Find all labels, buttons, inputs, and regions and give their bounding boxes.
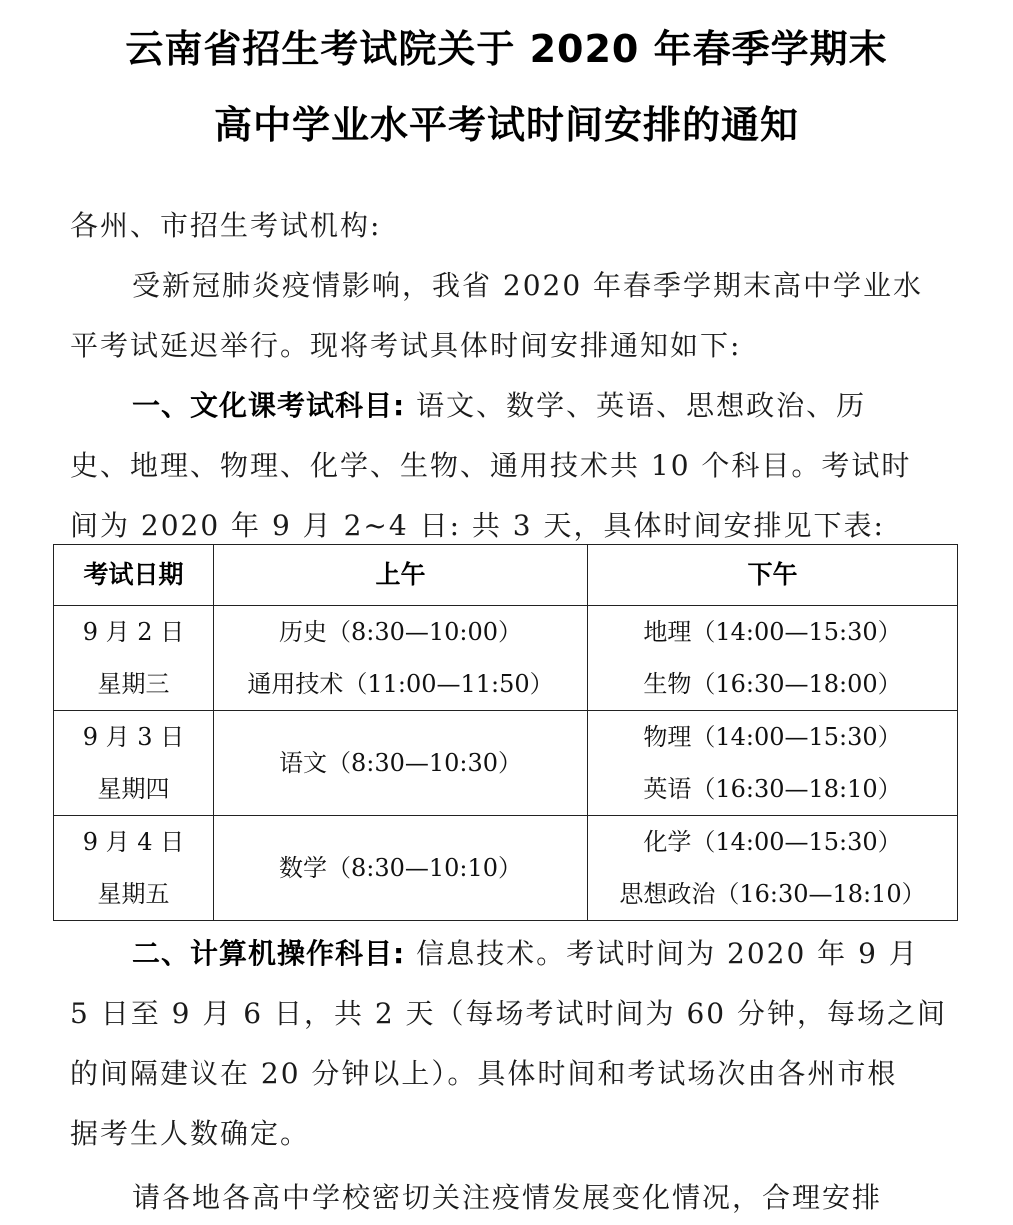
section1-line-3: 间为 2020 年 9 月 2~4 日: 共 3 天，具体时间安排见下表:	[70, 509, 885, 542]
salutation: 各州、市招生考试机构:	[70, 209, 382, 242]
exam-schedule-table	[53, 544, 958, 921]
morning-cell	[214, 816, 588, 921]
afternoon-exam: 地理（14:00—15:30）	[643, 618, 902, 646]
section1-subjects: 语文、数学、英语、思想政治、历	[405, 389, 867, 422]
morning-cell	[214, 606, 588, 711]
date-cell	[54, 606, 214, 711]
morning-exam: 历史（8:30—10:00）	[278, 618, 523, 646]
afternoon-cell	[588, 606, 958, 711]
section1-line-1	[132, 386, 945, 426]
table-row	[54, 711, 958, 816]
exam-date: 9 月 2 日	[82, 618, 185, 646]
morning-exam: 语文（8:30—10:30）	[278, 749, 523, 777]
section2-line-3: 的间隔建议在 20 分钟以上）。具体时间和考试场次由各州市根	[70, 1057, 898, 1090]
section2-line-4: 据考生人数确定。	[70, 1117, 311, 1150]
exam-date: 9 月 4 日	[82, 828, 185, 856]
section2-line-2: 5 日至 9 月 6 日，共 2 天（每场考试时间为 60 分钟，每场之间	[70, 997, 947, 1030]
afternoon-cell	[588, 711, 958, 816]
date-cell	[54, 816, 214, 921]
afternoon-cell	[588, 816, 958, 921]
header-morning: 上午	[214, 545, 588, 606]
section1-line-2: 史、地理、物理、化学、生物、通用技术共 10 个科目。考试时	[70, 449, 912, 482]
header-date: 考试日期	[54, 545, 214, 606]
table-header-row	[54, 545, 958, 606]
date-cell	[54, 711, 214, 816]
section1-heading: 一、文化课考试科目:	[132, 389, 406, 422]
afternoon-exam: 化学（14:00—15:30）	[643, 828, 902, 856]
exam-weekday: 星期五	[97, 880, 170, 908]
afternoon-exam: 生物（16:30—18:00）	[643, 670, 902, 698]
morning-exam: 通用技术（11:00—11:50）	[247, 670, 554, 698]
exam-weekday: 星期三	[97, 670, 170, 698]
table-row	[54, 816, 958, 921]
section2-line-1	[132, 934, 945, 974]
table-row	[54, 606, 958, 711]
document-title-line2: 高中学业水平考试时间安排的通知	[213, 103, 799, 147]
afternoon-exam: 思想政治（16:30—18:10）	[619, 880, 926, 908]
intro-line-1: 受新冠肺炎疫情影响，我省 2020 年春季学期末高中学业水	[132, 269, 924, 302]
section2-subject: 信息技术。考试时间为 2020 年 9 月	[405, 937, 919, 970]
exam-weekday: 星期四	[97, 775, 170, 803]
closing-line-1: 请各地各高中学校密切关注疫情发展变化情况，合理安排	[132, 1181, 883, 1214]
intro-line-2: 平考试延迟举行。现将考试具体时间安排通知如下:	[70, 329, 742, 362]
afternoon-exam: 物理（14:00—15:30）	[643, 723, 902, 751]
afternoon-exam: 英语（16:30—18:10）	[643, 775, 902, 803]
document-title-line1: 云南省招生考试院关于 2020 年春季学期末	[125, 27, 888, 71]
section2-heading: 二、计算机操作科目:	[132, 937, 406, 970]
morning-exam: 数学（8:30—10:10）	[278, 854, 523, 882]
header-afternoon: 下午	[588, 545, 958, 606]
morning-cell	[214, 711, 588, 816]
exam-date: 9 月 3 日	[82, 723, 185, 751]
